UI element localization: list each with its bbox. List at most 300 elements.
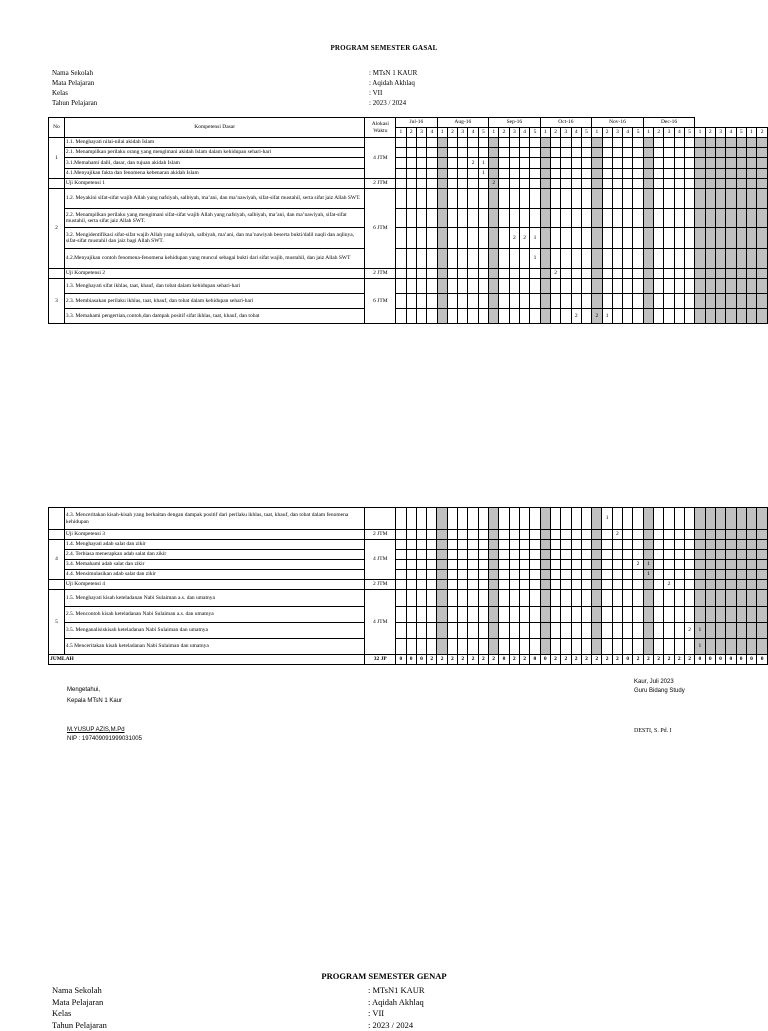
week-cell	[530, 540, 540, 550]
week-cell	[520, 169, 530, 179]
header-week: 2	[602, 128, 612, 138]
week-cell	[396, 209, 406, 228]
week-cell	[623, 540, 633, 550]
week-cell	[437, 228, 447, 249]
week-cell	[468, 294, 478, 309]
header-month: Aug-16	[437, 118, 489, 128]
week-cell	[571, 209, 581, 228]
table-row	[49, 294, 768, 309]
kompetensi-dasar-cell: 1.5. Menghayati kisah keteladanan Nabi Sulaiman a.s. dan umatnya	[64, 590, 365, 607]
week-cell	[674, 169, 684, 179]
week-cell	[406, 607, 416, 623]
week-cell	[509, 148, 519, 158]
week-cell	[468, 189, 478, 209]
week-cell	[746, 249, 756, 269]
week-cell	[396, 560, 406, 570]
week-cell	[695, 590, 705, 607]
week-cell	[654, 560, 664, 570]
sem1-info-block	[52, 68, 452, 108]
week-cell	[736, 639, 746, 655]
week-cell	[664, 249, 674, 269]
week-cell	[406, 540, 416, 550]
week-cell	[705, 279, 715, 294]
week-cell	[581, 623, 591, 639]
week-cell	[695, 580, 705, 590]
week-cell	[561, 309, 571, 324]
week-cell	[499, 169, 509, 179]
row-number: 5	[49, 590, 65, 655]
week-cell	[406, 294, 416, 309]
jumlah-week-value: 2	[602, 655, 612, 665]
jumlah-total: 32 JP	[365, 655, 396, 665]
info-key: Nama Sekolah	[52, 68, 93, 78]
kompetensi-dasar-cell: 4.4. Mensimulasikan adab salat dan zikir	[64, 570, 365, 580]
week-cell	[499, 138, 509, 148]
week-cell	[695, 540, 705, 550]
jumlah-week-value: 2	[458, 655, 468, 665]
week-cell	[396, 508, 406, 530]
week-cell	[623, 570, 633, 580]
week-cell	[581, 294, 591, 309]
week-cell	[726, 309, 736, 324]
week-cell	[705, 639, 715, 655]
week-cell	[757, 623, 768, 639]
week-cell	[540, 508, 550, 530]
info-key: Nama Sekolah	[52, 985, 102, 997]
week-cell: 2	[612, 530, 622, 540]
jumlah-week-value: 0	[499, 655, 509, 665]
week-cell	[602, 607, 612, 623]
header-month: Dec-16	[643, 118, 695, 128]
week-cell	[458, 508, 468, 530]
week-cell	[592, 580, 602, 590]
week-cell	[571, 639, 581, 655]
week-cell	[447, 550, 457, 560]
week-cell	[612, 189, 622, 209]
week-cell	[478, 550, 488, 560]
week-cell	[684, 639, 694, 655]
week-cell	[736, 169, 746, 179]
week-cell	[612, 279, 622, 294]
week-cell	[654, 189, 664, 209]
week-cell	[705, 607, 715, 623]
week-cell	[736, 294, 746, 309]
info-value: : 2023 / 2024	[368, 1020, 413, 1031]
week-cell	[447, 279, 457, 294]
alokasi-waktu-cell: 4 JTM	[365, 540, 396, 580]
week-cell	[530, 560, 540, 570]
jumlah-week-value: 2	[468, 655, 478, 665]
week-cell	[519, 607, 529, 623]
week-cell	[664, 530, 674, 540]
week-cell	[396, 294, 406, 309]
week-cell	[736, 269, 746, 279]
week-cell	[447, 508, 457, 530]
jumlah-week-value: 2	[612, 655, 622, 665]
week-cell	[519, 508, 529, 530]
week-cell	[561, 530, 571, 540]
week-cell	[674, 189, 684, 209]
week-cell	[550, 209, 560, 228]
info-value: : MTsN 1 KAUR	[369, 68, 417, 78]
week-cell	[416, 269, 426, 279]
week-cell	[602, 530, 612, 540]
week-cell	[592, 294, 602, 309]
week-cell	[489, 623, 499, 639]
week-cell	[550, 294, 560, 309]
week-cell	[715, 607, 725, 623]
week-cell	[489, 530, 499, 540]
place-date: Kaur, Juli 2023	[634, 678, 685, 687]
week-cell	[396, 590, 406, 607]
alokasi-waktu-cell: 2 JTM	[365, 530, 396, 540]
week-cell	[726, 148, 736, 158]
week-cell	[685, 179, 695, 189]
week-cell	[406, 530, 416, 540]
week-cell: 2	[592, 309, 602, 324]
week-cell	[592, 540, 602, 550]
week-cell	[654, 540, 664, 550]
kompetensi-dasar-cell: 4.5 Menceritakan kisah keteladanan Nabi Sulaiman dan umatnya	[64, 639, 365, 655]
week-cell	[592, 623, 602, 639]
week-cell	[499, 560, 509, 570]
week-cell	[561, 508, 571, 530]
week-cell	[561, 580, 571, 590]
week-cell	[396, 228, 406, 249]
week-cell	[674, 623, 684, 639]
header-week: 2	[499, 128, 509, 138]
week-cell	[427, 607, 437, 623]
week-cell	[757, 294, 768, 309]
week-cell	[664, 294, 674, 309]
week-cell	[530, 209, 540, 228]
week-cell	[633, 607, 643, 623]
week-cell	[664, 309, 674, 324]
week-cell	[550, 550, 560, 560]
week-cell	[623, 560, 633, 570]
info-value: : VII	[368, 1008, 384, 1020]
week-cell	[458, 294, 468, 309]
week-cell	[664, 158, 674, 169]
week-cell	[654, 623, 664, 639]
week-cell	[736, 560, 746, 570]
week-cell	[540, 228, 550, 249]
week-cell: 1	[643, 560, 653, 570]
week-cell	[736, 209, 746, 228]
week-cell	[746, 639, 756, 655]
week-cell	[458, 540, 468, 550]
week-cell	[643, 550, 653, 560]
week-cell	[489, 169, 499, 179]
week-cell	[581, 639, 591, 655]
week-cell	[726, 639, 736, 655]
week-cell	[736, 279, 746, 294]
week-cell	[396, 639, 406, 655]
week-cell	[458, 590, 468, 607]
week-cell	[715, 169, 725, 179]
week-cell: 1	[530, 228, 540, 249]
kompetensi-dasar-cell: 3.2. Mengidentifikasi sifat-sifat wajib Allah yang nafsiyah, salbiyah, ma’ani, dan ma’nawiyah beserta bukti/dalil naqli dan aqlinya, sifat-sifat mustahil dan jaiz bagi Allah SWT.	[64, 228, 365, 249]
info-row	[52, 985, 452, 997]
kompetensi-dasar-cell: Uji Kompetensi 4	[64, 580, 365, 590]
week-cell	[499, 623, 509, 639]
kepala-name: M.YUSUP AZIS,M.Pd	[67, 726, 142, 735]
header-week: 4	[571, 128, 581, 138]
week-cell	[633, 540, 643, 550]
jumlah-week-value: 2	[447, 655, 457, 665]
week-cell	[437, 158, 447, 169]
week-cell	[581, 508, 591, 530]
week-cell	[416, 623, 426, 639]
header-week: 3	[509, 128, 519, 138]
week-cell	[540, 179, 550, 189]
week-cell	[447, 138, 457, 148]
week-cell	[427, 639, 437, 655]
week-cell	[715, 639, 725, 655]
info-row	[52, 88, 452, 98]
week-cell	[530, 158, 540, 169]
week-cell	[427, 279, 437, 294]
week-cell	[602, 228, 612, 249]
week-cell	[705, 269, 715, 279]
week-cell	[478, 309, 488, 324]
week-cell: 1	[602, 309, 612, 324]
week-cell	[437, 249, 447, 269]
week-cell	[726, 158, 736, 169]
kompetensi-dasar-cell: Uji Kompetensi 3	[64, 530, 365, 540]
week-cell	[705, 138, 715, 148]
week-cell	[478, 508, 488, 530]
week-cell	[416, 279, 426, 294]
week-cell	[695, 189, 705, 209]
jumlah-week-value: 0	[726, 655, 736, 665]
week-cell	[633, 580, 643, 590]
week-cell	[427, 550, 437, 560]
week-cell	[612, 550, 622, 560]
week-cell	[520, 269, 530, 279]
week-cell	[674, 550, 684, 560]
row-number	[49, 508, 65, 530]
week-cell	[530, 550, 540, 560]
header-week: 2	[550, 128, 560, 138]
week-cell	[623, 228, 633, 249]
week-cell	[406, 249, 416, 269]
header-month: Oct-16	[540, 118, 592, 128]
week-cell	[643, 249, 653, 269]
week-cell	[540, 607, 550, 623]
week-cell	[437, 560, 447, 570]
week-cell	[746, 590, 756, 607]
week-cell	[396, 530, 406, 540]
week-cell	[757, 269, 768, 279]
week-cell	[757, 179, 768, 189]
week-cell	[705, 623, 715, 639]
week-cell	[571, 607, 581, 623]
week-cell	[592, 590, 602, 607]
week-cell	[592, 209, 602, 228]
header-week: 2	[757, 128, 768, 138]
jumlah-week-value: 2	[427, 655, 437, 665]
row-number: 4	[49, 540, 65, 580]
week-cell	[468, 148, 478, 158]
week-cell	[757, 540, 768, 550]
week-cell	[406, 550, 416, 560]
week-cell	[499, 570, 509, 580]
week-cell	[561, 639, 571, 655]
week-cell	[396, 623, 406, 639]
week-cell	[489, 570, 499, 580]
week-cell	[602, 623, 612, 639]
week-cell: 2	[571, 309, 581, 324]
header-week: 4	[674, 128, 684, 138]
week-cell	[592, 138, 602, 148]
week-cell	[633, 148, 643, 158]
week-cell	[643, 189, 653, 209]
week-cell	[674, 580, 684, 590]
week-cell	[623, 607, 633, 623]
week-cell	[571, 508, 581, 530]
week-cell	[530, 189, 540, 209]
week-cell	[550, 249, 560, 269]
week-cell	[530, 294, 540, 309]
week-cell	[437, 540, 447, 550]
table-row	[49, 550, 768, 560]
week-cell	[612, 570, 622, 580]
week-cell	[458, 138, 468, 148]
week-cell	[416, 607, 426, 623]
week-cell	[437, 550, 447, 560]
week-cell	[633, 138, 643, 148]
week-cell	[746, 623, 756, 639]
week-cell	[427, 209, 437, 228]
week-cell	[695, 279, 705, 294]
week-cell	[664, 169, 674, 179]
week-cell	[520, 209, 530, 228]
week-cell	[602, 639, 612, 655]
week-cell	[581, 570, 591, 580]
week-cell	[561, 179, 571, 189]
week-cell	[550, 570, 560, 580]
week-cell	[427, 590, 437, 607]
header-week: 5	[581, 128, 591, 138]
jumlah-week-value: 0	[705, 655, 715, 665]
week-cell	[550, 623, 560, 639]
week-cell	[489, 249, 499, 269]
week-cell	[489, 294, 499, 309]
week-cell	[489, 189, 499, 209]
info-row	[52, 1020, 452, 1031]
kepala-nip: NIP : 197409091999031005	[67, 735, 142, 744]
row-number: 1	[49, 138, 65, 179]
week-cell	[736, 607, 746, 623]
week-cell	[746, 570, 756, 580]
week-cell	[592, 279, 602, 294]
week-cell	[674, 209, 684, 228]
week-cell	[643, 158, 653, 169]
week-cell	[427, 158, 437, 169]
week-cell	[654, 269, 664, 279]
week-cell	[736, 148, 746, 158]
week-cell	[664, 623, 674, 639]
week-cell	[520, 249, 530, 269]
week-cell	[416, 209, 426, 228]
week-cell	[726, 169, 736, 179]
week-cell: 2	[520, 228, 530, 249]
week-cell	[612, 249, 622, 269]
week-cell	[478, 623, 488, 639]
week-cell	[550, 309, 560, 324]
week-cell	[540, 158, 550, 169]
week-cell	[643, 590, 653, 607]
week-cell	[757, 309, 768, 324]
week-cell	[447, 148, 457, 158]
table-row	[49, 607, 768, 623]
week-cell	[654, 570, 664, 580]
header-no: No	[49, 118, 65, 138]
jumlah-week-value: 2	[643, 655, 653, 665]
week-cell	[550, 179, 560, 189]
week-cell	[726, 279, 736, 294]
week-cell	[726, 294, 736, 309]
week-cell	[427, 560, 437, 570]
week-cell	[705, 209, 715, 228]
week-cell	[705, 570, 715, 580]
week-cell	[746, 508, 756, 530]
week-cell	[643, 607, 653, 623]
week-cell	[458, 607, 468, 623]
week-cell	[726, 228, 736, 249]
header-week: 1	[695, 128, 705, 138]
table-row	[49, 508, 768, 530]
week-cell	[612, 158, 622, 169]
week-cell	[602, 550, 612, 560]
week-cell	[550, 590, 560, 607]
week-cell	[581, 148, 591, 158]
week-cell	[519, 623, 529, 639]
alokasi-waktu-cell: 2 JTM	[365, 580, 396, 590]
week-cell	[654, 138, 664, 148]
week-cell	[746, 294, 756, 309]
week-cell	[695, 209, 705, 228]
info-key: Tahun Pelajaran	[52, 1020, 107, 1031]
week-cell	[684, 508, 694, 530]
week-cell	[489, 639, 499, 655]
header-week: 1	[396, 128, 406, 138]
week-cell	[674, 249, 684, 269]
week-cell	[654, 550, 664, 560]
signature-kepala	[67, 686, 142, 744]
week-cell	[509, 169, 519, 179]
jumlah-row	[49, 655, 768, 665]
week-cell	[685, 249, 695, 269]
week-cell	[654, 148, 664, 158]
week-cell	[530, 623, 540, 639]
header-week: 5	[530, 128, 540, 138]
week-cell	[726, 249, 736, 269]
week-cell	[447, 169, 457, 179]
week-cell	[437, 209, 447, 228]
week-cell	[499, 279, 509, 294]
week-cell	[746, 530, 756, 540]
week-cell	[561, 158, 571, 169]
kompetensi-dasar-cell: 1.1. Menghayati nilai-nilai akidah Islam	[64, 138, 365, 148]
week-cell	[540, 309, 550, 324]
week-cell: 1	[695, 639, 705, 655]
week-cell	[654, 580, 664, 590]
week-cell	[623, 209, 633, 228]
week-cell	[540, 148, 550, 158]
week-cell	[571, 228, 581, 249]
